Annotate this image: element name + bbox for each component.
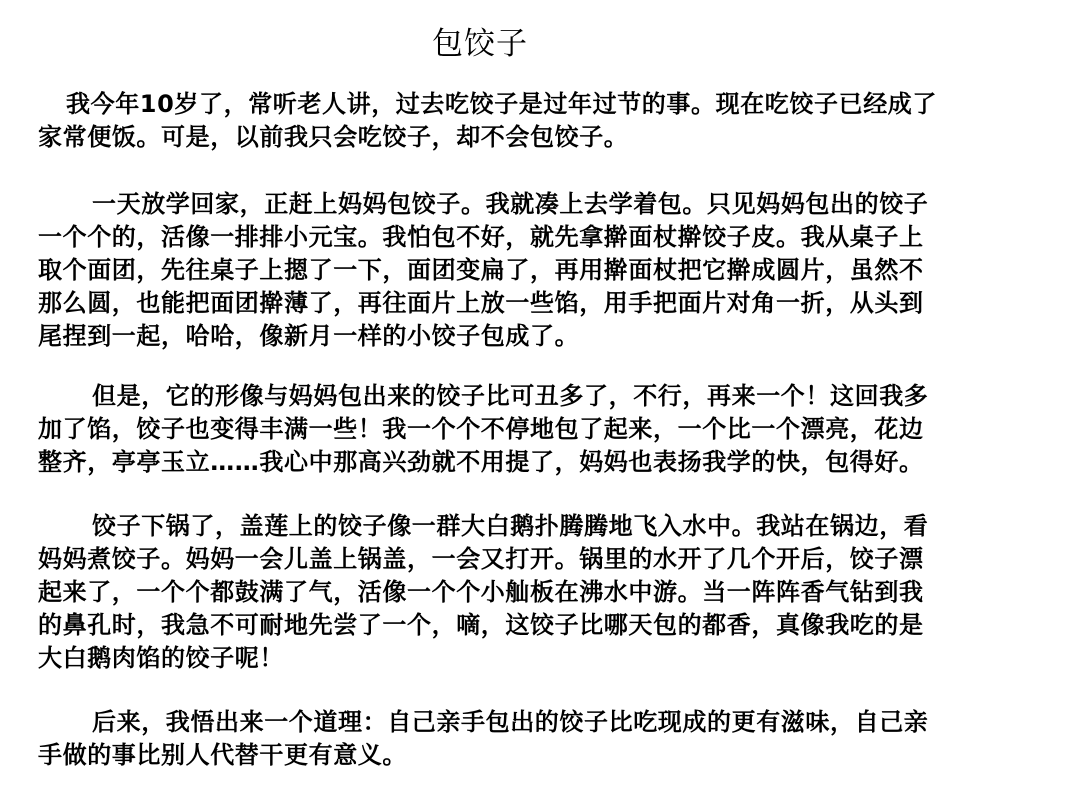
paragraph-4 <box>38 510 1028 675</box>
paragraph-line: 尾捏到一起，哈哈，像新月一样的小饺子包成了。 <box>38 322 580 350</box>
paragraph-line: 家常便饭。可是，以前我只会吃饺子，却不会包饺子。 <box>38 123 629 151</box>
paragraph-line: 加了馅，饺子也变得丰满一些！我一个个不停地包了起来，一个比一个漂亮，花边 <box>38 415 924 443</box>
paragraph-line: 后来，我悟出来一个道理：自己亲手包出的饺子比吃现成的更有滋味，自己亲 <box>92 708 929 736</box>
paragraph-3 <box>38 380 1028 479</box>
paragraph-2 <box>38 188 1028 353</box>
paragraph-1 <box>38 88 1028 154</box>
paragraph-line: 但是，它的形像与妈妈包出来的饺子比可丑多了，不行，再来一个！这回我多 <box>92 382 929 410</box>
paragraph-line: 那么圆，也能把面团擀薄了，再往面片上放一些馅，用手把面片对角一折，从头到 <box>38 289 924 317</box>
page-title: 包饺子 <box>432 26 528 62</box>
paragraph-line: 饺子下锅了，盖莲上的饺子像一群大白鹅扑腾腾地飞入水中。我站在锅边，看 <box>92 512 929 540</box>
paragraph-line: 的鼻孔时，我急不可耐地先尝了一个，嘀，这饺子比哪天包的都香，真像我吃的是 <box>38 611 924 639</box>
paragraph-line: 整齐，亭亭玉立……我心中那高兴劲就不用提了，妈妈也表扬我学的快，包得好。 <box>38 448 924 476</box>
paragraph-line: 取个面团，先往桌子上摁了一下，面团变扁了，再用擀面杖把它擀成圆片，虽然不 <box>38 256 924 284</box>
paragraph-line: 起来了，一个个都鼓满了气，活像一个个小舢板在沸水中游。当一阵阵香气钻到我 <box>38 578 924 606</box>
paragraph-5 <box>38 706 1028 772</box>
paragraph-line: 手做的事比别人代替干更有意义。 <box>38 741 407 769</box>
paragraph-line: 一天放学回家，正赶上妈妈包饺子。我就凑上去学着包。只见妈妈包出的饺子 <box>92 190 929 218</box>
paragraph-line: 大白鹅肉馅的饺子呢！ <box>38 644 284 672</box>
paragraph-line: 一个个的，活像一排排小元宝。我怕包不好，就先拿擀面杖擀饺子皮。我从桌子上 <box>38 223 924 251</box>
paragraph-line: 我今年10岁了，常听老人讲，过去吃饺子是过年过节的事。现在吃饺子已经成了 <box>66 90 937 118</box>
paragraph-line: 妈妈煮饺子。妈妈一会儿盖上锅盖，一会又打开。锅里的水开了几个开后，饺子漂 <box>38 545 924 573</box>
